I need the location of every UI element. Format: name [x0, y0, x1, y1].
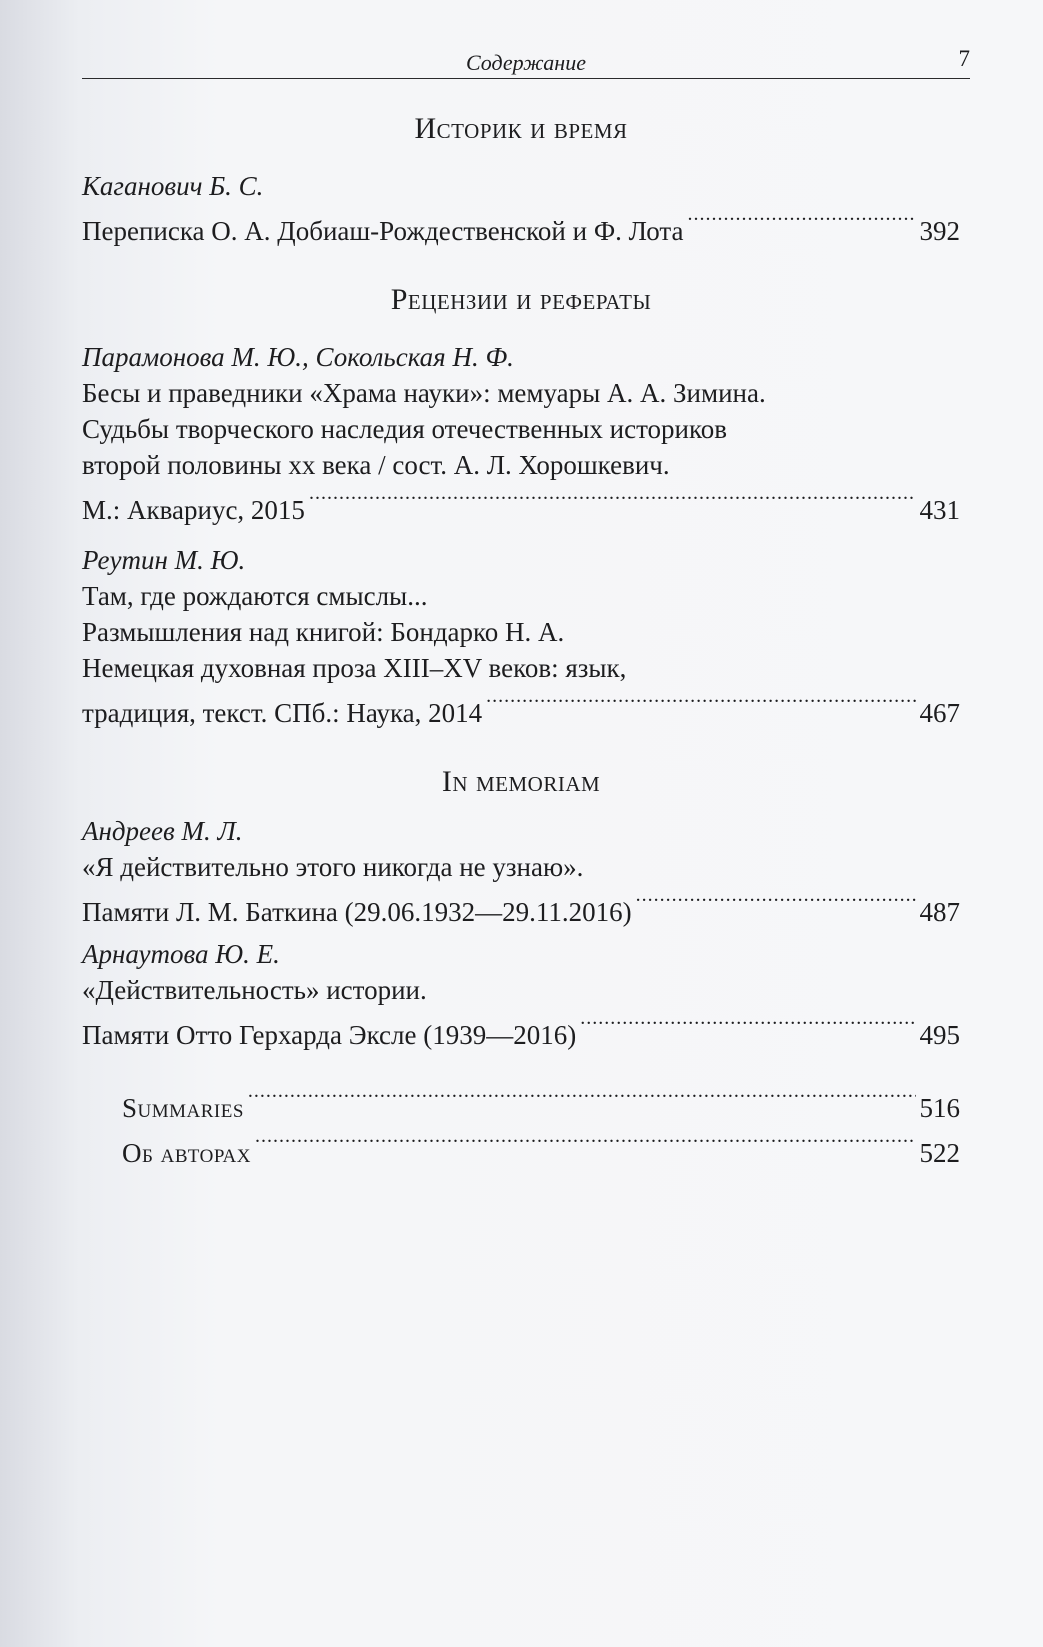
dot-leader — [248, 1081, 916, 1117]
entry-last-line — [82, 483, 960, 528]
dot-leader — [486, 686, 915, 722]
entry-last-line — [82, 1008, 960, 1053]
entry-title: Переписка О. А. Добиаш-Рождественской и Ф. Лота — [82, 216, 684, 246]
back-matter — [82, 1081, 960, 1171]
section-title-in-memoriam: In memoriam — [441, 765, 601, 798]
table-of-contents — [82, 112, 960, 1171]
section-title-reviews: Рецензии и рефераты — [390, 283, 652, 316]
entry-author: Реутин М. Ю. — [82, 545, 246, 575]
dot-leader — [688, 204, 916, 240]
section-title-historian-and-time: Историк и время — [414, 112, 628, 145]
entry-line: Немецкая духовная проза XIII–XV веков: язык, — [82, 653, 627, 683]
entry-line: Там, где рождаются смыслы... — [82, 581, 428, 611]
entry-author: Арнаутова Ю. Е. — [82, 939, 280, 969]
entry-author: Каганович Б. С. — [82, 171, 264, 201]
entry-title: М.: Аквариус, 2015 — [82, 495, 305, 525]
toc-entry — [82, 168, 960, 249]
toc-entry — [82, 936, 960, 1053]
toc-entry — [82, 542, 960, 731]
entry-line: «Действительность» истории. — [82, 975, 427, 1005]
entry-last-line — [82, 885, 960, 930]
entry-line: второй половины xx века / сост. А. Л. Хорошкевич. — [82, 450, 670, 480]
dot-leader — [255, 1126, 916, 1162]
back-matter-page: 516 — [919, 1093, 960, 1123]
back-matter-page: 522 — [919, 1138, 960, 1168]
entry-page: 495 — [919, 1020, 960, 1050]
entry-page: 431 — [919, 495, 960, 525]
entry-page: 487 — [919, 897, 960, 927]
entry-author: Андреев М. Л. — [82, 816, 243, 846]
running-header — [82, 46, 970, 79]
page-number: 7 — [958, 46, 970, 71]
running-title: Содержание — [465, 50, 586, 75]
entry-line: «Я действительно этого никогда не узнаю». — [82, 852, 584, 882]
dot-leader — [580, 1008, 915, 1044]
entry-page: 467 — [919, 698, 960, 728]
dot-leader — [309, 483, 916, 519]
entry-title: Памяти Отто Герхарда Эксле (1939—2016) — [82, 1020, 577, 1050]
back-matter-authors — [122, 1126, 960, 1171]
toc-entry — [82, 339, 960, 528]
back-matter-label: Summaries — [122, 1093, 244, 1123]
back-matter-label: Об авторах — [122, 1138, 251, 1168]
back-matter-summaries — [122, 1081, 960, 1126]
entry-line: Размышления над книгой: Бондарко Н. А. — [82, 617, 565, 647]
dot-leader — [636, 885, 916, 921]
entry-line: Судьбы творческого наследия отечественных историков — [82, 414, 727, 444]
entry-last-line — [82, 204, 960, 249]
entry-title: традиция, текст. СПб.: Наука, 2014 — [82, 698, 483, 728]
toc-entry — [82, 813, 960, 930]
entry-last-line — [82, 686, 960, 731]
entry-page: 392 — [919, 216, 960, 246]
entry-author: Парамонова М. Ю., Сокольская Н. Ф. — [82, 342, 514, 372]
entry-line: Бесы и праведники «Храма науки»: мемуары А. А. Зимина. — [82, 378, 766, 408]
entry-title: Памяти Л. М. Баткина (29.06.1932—29.11.2016) — [82, 897, 632, 927]
